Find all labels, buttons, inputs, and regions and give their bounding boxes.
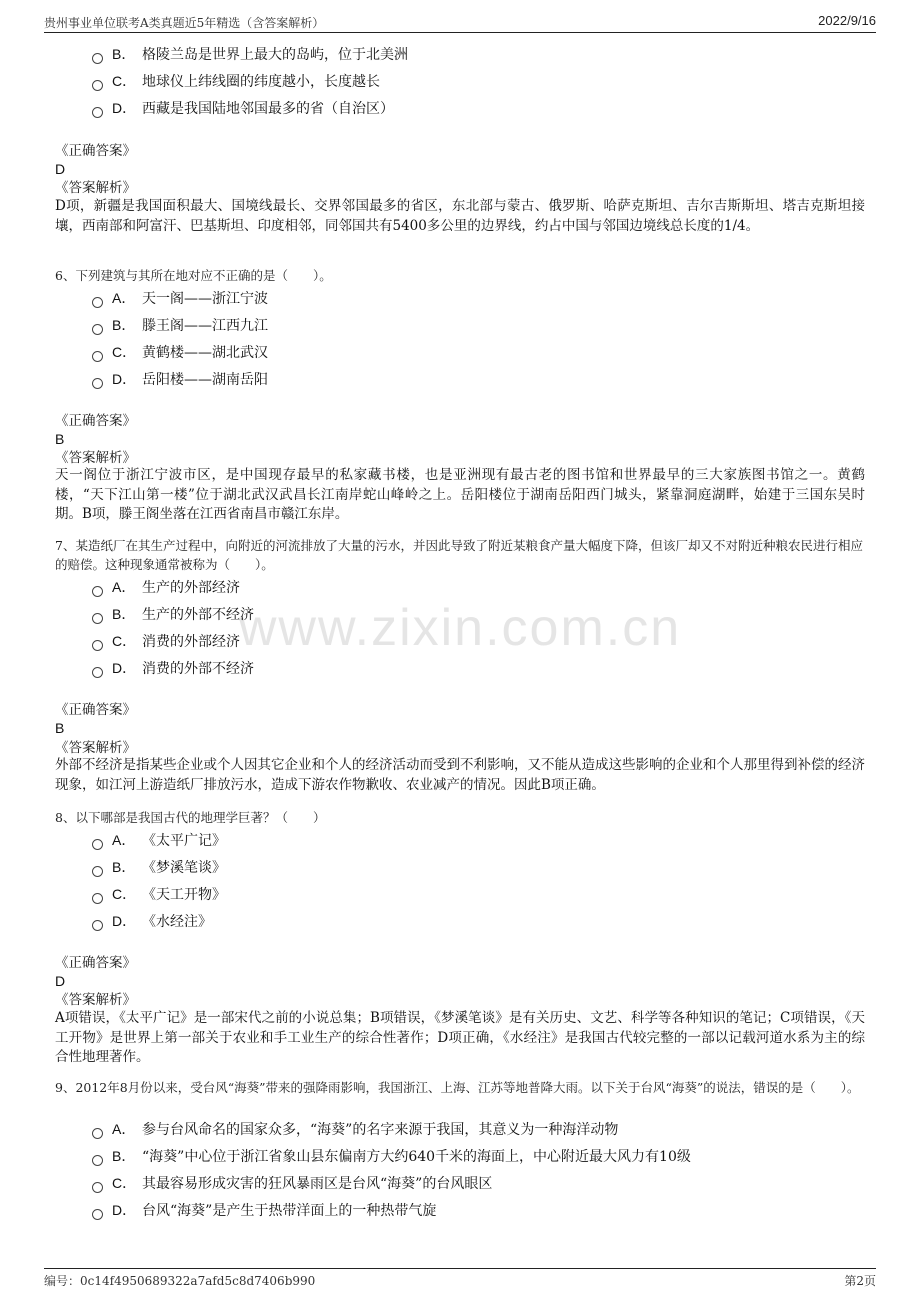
option-text: 《水经注》 (142, 914, 212, 930)
q8-question: 8、以下哪部是我国古代的地理学巨著？（ ） (55, 810, 326, 825)
q6-answer-label: 《正确答案》 (55, 413, 136, 429)
q7-explanation-label: 《答案解析》 (55, 740, 136, 756)
q5-option-b[interactable] (92, 43, 408, 65)
q8-option-b[interactable] (92, 856, 226, 878)
option-letter: B． (112, 46, 136, 62)
q5-option-d[interactable] (92, 97, 394, 119)
q6-option-d[interactable] (92, 368, 268, 390)
q6-answer-value: B (55, 431, 65, 447)
option-text: 地球仪上纬线圈的纬度越小，长度越长 (142, 74, 380, 90)
option-letter: B． (112, 859, 136, 875)
option-letter: C． (112, 73, 137, 89)
option-letter: B． (112, 606, 136, 622)
q7-option-b[interactable] (92, 603, 254, 625)
q8-option-a[interactable] (92, 829, 226, 851)
q6-option-b[interactable] (92, 314, 268, 336)
radio-icon[interactable] (92, 920, 103, 931)
radio-icon[interactable] (92, 324, 103, 335)
q9-question: 9、2012年8月份以来，受台风“海葵”带来的强降雨影响，我国浙江、上海、江苏等地普降大雨。以下关于台风“海葵”的说法，错误的是（ ）。 (55, 1080, 860, 1095)
q7-explanation: 外部不经济是指某些企业或个人因其它企业和个人的经济活动而受到不利影响，又不能从造成这些影响的企业和个人那里得到补偿的经济现象，如江河上游造纸厂排放污水，造成下游农作物歉收、农业减产的情况。因此B项正确。 (55, 757, 865, 793)
q8-option-d[interactable] (92, 910, 212, 932)
q6-option-a[interactable] (92, 287, 268, 309)
radio-icon[interactable] (92, 640, 103, 651)
option-text: 生产的外部经济 (142, 580, 240, 596)
option-text: “海葵”中心位于浙江省象山县东偏南方大约640千米的海面上，中心附近最大风力有10级 (142, 1149, 691, 1165)
option-letter: C． (112, 633, 137, 649)
q7-question: 7、某造纸厂在其生产过程中，向附近的河流排放了大量的污水，并因此导致了附近某粮食产量大幅度下降，但该厂却又不对附近种粮农民进行相应的赔偿。这种现象通常被称为（ ）。 (55, 538, 863, 572)
q8-explanation-label: 《答案解析》 (55, 992, 136, 1008)
radio-icon[interactable] (92, 1209, 103, 1220)
q5-explanation: D项，新疆是我国面积最大、国境线最长、交界邻国最多的省区，东北部与蒙古、俄罗斯、哈萨克斯坦、吉尔吉斯斯坦、塔吉克斯坦接壤，西南部和阿富汗、巴基斯坦、印度相邻，同邻国共有5400多公里的边界线，约占中国与邻国边境线总长度的1/4。 (55, 198, 865, 234)
radio-icon[interactable] (92, 613, 103, 624)
option-letter: D． (112, 1202, 137, 1218)
option-letter: A． (112, 290, 136, 306)
radio-icon[interactable] (92, 586, 103, 597)
option-letter: D． (112, 100, 137, 116)
watermark: www.zixin.com.cn (238, 599, 682, 657)
q6-explanation-label: 《答案解析》 (55, 450, 136, 466)
q9-option-b[interactable] (92, 1145, 691, 1167)
option-text: 滕王阁——江西九江 (142, 318, 268, 334)
option-text: 台风“海葵”是产生于热带洋面上的一种热带气旋 (142, 1203, 437, 1219)
document-title: 贵州事业单位联考A类真题近5年精选（含答案解析） (44, 16, 325, 30)
q9-option-a[interactable] (92, 1118, 618, 1140)
option-letter: D． (112, 660, 137, 676)
q7-answer-value: B (55, 720, 65, 736)
radio-icon[interactable] (92, 667, 103, 678)
q9-option-d[interactable] (92, 1199, 436, 1221)
radio-icon[interactable] (92, 107, 103, 118)
option-text: 参与台风命名的国家众多，“海葵”的名字来源于我国，其意义为一种海洋动物 (142, 1122, 619, 1138)
option-text: 《天工开物》 (142, 887, 226, 903)
option-letter: C． (112, 1175, 137, 1191)
q6-question: 6、下列建筑与其所在地对应不正确的是（ ）。 (55, 268, 332, 283)
radio-icon[interactable] (92, 378, 103, 389)
radio-icon[interactable] (92, 1182, 103, 1193)
option-letter: D． (112, 913, 137, 929)
option-text: 消费的外部不经济 (142, 661, 254, 677)
option-letter: A． (112, 832, 136, 848)
option-letter: B． (112, 1148, 136, 1164)
radio-icon[interactable] (92, 1155, 103, 1166)
q5-answer-value: D (55, 161, 66, 177)
q8-answer-label: 《正确答案》 (55, 955, 136, 971)
q7-option-c[interactable] (92, 630, 240, 652)
q8-answer-value: D (55, 973, 66, 989)
radio-icon[interactable] (92, 893, 103, 904)
option-text: 黄鹤楼——湖北武汉 (142, 345, 268, 361)
q6-explanation: 天一阁位于浙江宁波市区，是中国现存最早的私家藏书楼，也是亚洲现有最古老的图书馆和世界最早的三大家族图书馆之一。黄鹤楼，“天下江山第一楼”位于湖北武汉武昌长江南岸蛇山峰岭之上。岳阳楼位于湖南岳阳西门城头，紧靠洞庭湖畔，始建于三国东吴时期。B项，滕王阁坐落在江西省南昌市赣江东岸。 (55, 467, 865, 522)
radio-icon[interactable] (92, 297, 103, 308)
page-header (44, 12, 876, 33)
option-text: 岳阳楼——湖南岳阳 (142, 372, 268, 388)
q8-option-c[interactable] (92, 883, 226, 905)
option-text: 消费的外部经济 (142, 634, 240, 650)
q7-option-a[interactable] (92, 576, 240, 598)
option-text: 格陵兰岛是世界上最大的岛屿，位于北美洲 (142, 47, 408, 63)
q5-explanation-label: 《答案解析》 (55, 180, 136, 196)
option-text: 西藏是我国陆地邻国最多的省（自治区） (142, 101, 394, 117)
q8-explanation: A项错误，《太平广记》是一部宋代之前的小说总集；B项错误，《梦溪笔谈》是有关历史、文艺、科学等各种知识的笔记；C项错误，《天工开物》是世界上第一部关于农业和手工业生产的综合性著作；D项正确，《水经注》是我国古代较完整的一部以记载河道水系为主的综合性地理著作。 (55, 1010, 865, 1065)
page-number: 第2页 (844, 1274, 876, 1288)
option-letter: B． (112, 317, 136, 333)
option-letter: D． (112, 371, 137, 387)
q7-option-d[interactable] (92, 657, 254, 679)
document-date: 2022/9/16 (818, 13, 876, 28)
option-letter: A． (112, 579, 136, 595)
option-text: 天一阁——浙江宁波 (142, 291, 268, 307)
option-letter: A． (112, 1121, 136, 1137)
option-text: 《太平广记》 (142, 833, 226, 849)
option-letter: C． (112, 886, 137, 902)
q9-option-c[interactable] (92, 1172, 492, 1194)
q5-option-c[interactable] (92, 70, 380, 92)
q6-option-c[interactable] (92, 341, 268, 363)
option-text: 《梦溪笔谈》 (142, 860, 226, 876)
option-text: 生产的外部不经济 (142, 607, 254, 623)
page-footer (44, 1268, 876, 1291)
option-letter: C． (112, 344, 137, 360)
option-text: 其最容易形成灾害的狂风暴雨区是台风“海葵”的台风眼区 (142, 1176, 493, 1192)
radio-icon[interactable] (92, 839, 103, 850)
radio-icon[interactable] (92, 1128, 103, 1139)
radio-icon[interactable] (92, 351, 103, 362)
document-code: 编号：0c14f4950689322a7afd5c8d7406b990 (44, 1274, 316, 1288)
q5-answer-label: 《正确答案》 (55, 143, 136, 159)
radio-icon[interactable] (92, 80, 103, 91)
radio-icon[interactable] (92, 53, 103, 64)
radio-icon[interactable] (92, 866, 103, 877)
q7-answer-label: 《正确答案》 (55, 702, 136, 718)
